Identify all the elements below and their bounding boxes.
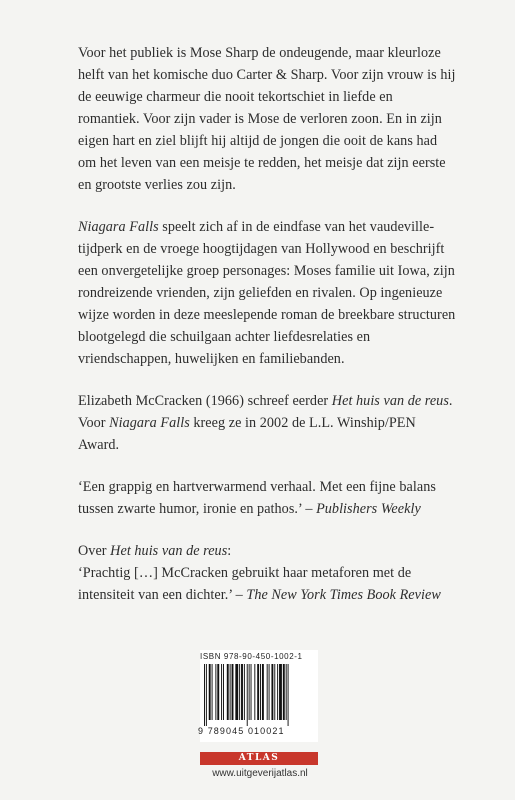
barcode-bar xyxy=(286,664,287,720)
barcode-bar xyxy=(212,664,213,720)
barcode-bar xyxy=(269,664,270,720)
barcode-bar xyxy=(204,664,205,726)
barcode-bar xyxy=(267,664,268,720)
quote-text: ‘Prachtig […] McCracken gebruikt haar metaforen met de intensiteit van een dichter.’ – xyxy=(78,565,412,603)
earlier-book-title: Het huis van de reus xyxy=(331,393,449,409)
barcode-bar xyxy=(230,664,231,720)
book-title: Niagara Falls xyxy=(78,219,159,235)
barcode-bar xyxy=(271,664,273,720)
barcode-bar xyxy=(279,664,282,720)
award-org: PEN xyxy=(388,415,416,431)
barcode-bar xyxy=(221,664,222,720)
barcode-bar xyxy=(215,664,216,720)
barcode-bar xyxy=(288,664,289,726)
publisher-logo: ATLAS xyxy=(200,752,318,765)
quote-source: Publishers Weekly xyxy=(316,501,421,517)
isbn-label: ISBN 978-90-450-1002-1 xyxy=(200,652,303,661)
synopsis-text: speelt zich af in de eindfase van het vaudeville-tijdperk en de vroege hoogtijdagen van Hollywood en beschrijft een onvergetelijke groep personages: Moses familie uit Iowa, zijn rondreizende vrienden, zijn geliefden en rivalen. Op ingenieuze wijze worden in deze meeslepende roman de breekbare structuren blootgelegd die schuilgaan achter liefdesrelaties en vriendschappen, huwelijken en familiebanden. xyxy=(78,219,456,367)
review-quote-1 xyxy=(78,476,456,520)
back-cover-blurb xyxy=(78,42,456,626)
barcode-icon xyxy=(202,664,316,726)
earlier-book-title: Het huis van de reus xyxy=(110,543,228,559)
barcode-bar xyxy=(247,664,248,726)
barcode-bar xyxy=(241,664,243,720)
barcode-bar xyxy=(249,664,250,720)
quote-intro-colon: : xyxy=(227,543,232,559)
barcode-bar xyxy=(223,664,224,720)
author-bio-text: . Voor xyxy=(78,393,453,431)
barcode-bar xyxy=(217,664,219,720)
barcode-bar xyxy=(277,664,278,720)
author-bio xyxy=(78,390,456,456)
barcode-bar xyxy=(283,664,285,720)
barcode-bar xyxy=(274,664,275,720)
author-bio-text: Elizabeth McCracken (1966) schreef eerder xyxy=(78,393,332,409)
author-bio-text: kreeg ze in 2002 de L.L. Winship/ xyxy=(189,415,389,431)
review-quote-2 xyxy=(78,562,456,606)
synopsis-paragraph-2 xyxy=(78,216,456,370)
barcode-bar xyxy=(227,664,229,720)
quote-source: The New York Times Book Review xyxy=(246,587,441,603)
barcode-digits: 9 789045 010021 xyxy=(198,726,285,736)
barcode-bar xyxy=(232,664,234,720)
barcode-bar xyxy=(254,664,255,720)
barcode-bar xyxy=(244,664,245,720)
quote-intro: Over xyxy=(78,543,111,559)
barcode-bar xyxy=(251,664,252,720)
barcode-bar xyxy=(209,664,211,720)
barcode-bar xyxy=(260,664,261,720)
quote-text: ‘Een grappig en hartverwarmend verhaal. Met een fijne balans tussen zwarte humor, ironie en pathos.’ – xyxy=(78,479,436,517)
synopsis-paragraph-1: Voor het publiek is Mose Sharp de ondeugende, maar kleurloze helft van het komische duo Carter & Sharp. Voor zijn vrouw is hij de eeuwige charmeur die nooit tekortschiet in liefde en romantiek. Voor zijn vader is Mose de verloren zoon. En in zijn eigen hart en ziel blijft hij altijd de jongen die ooit de kans had om het leven van een meisje te redden, het meisje dat zijn eerste en grootste verlies zou zijn. xyxy=(78,45,456,193)
barcode-bar xyxy=(262,664,264,720)
publisher-website[interactable]: www.uitgeverijatlas.nl xyxy=(212,768,308,779)
review-quote-2-intro xyxy=(78,540,456,562)
barcode-bar xyxy=(206,664,207,726)
barcode-bar xyxy=(257,664,259,720)
barcode-bar xyxy=(235,664,238,720)
author-bio-text: Award. xyxy=(78,437,120,453)
barcode-bar xyxy=(239,664,240,720)
book-title: Niagara Falls xyxy=(109,415,190,431)
